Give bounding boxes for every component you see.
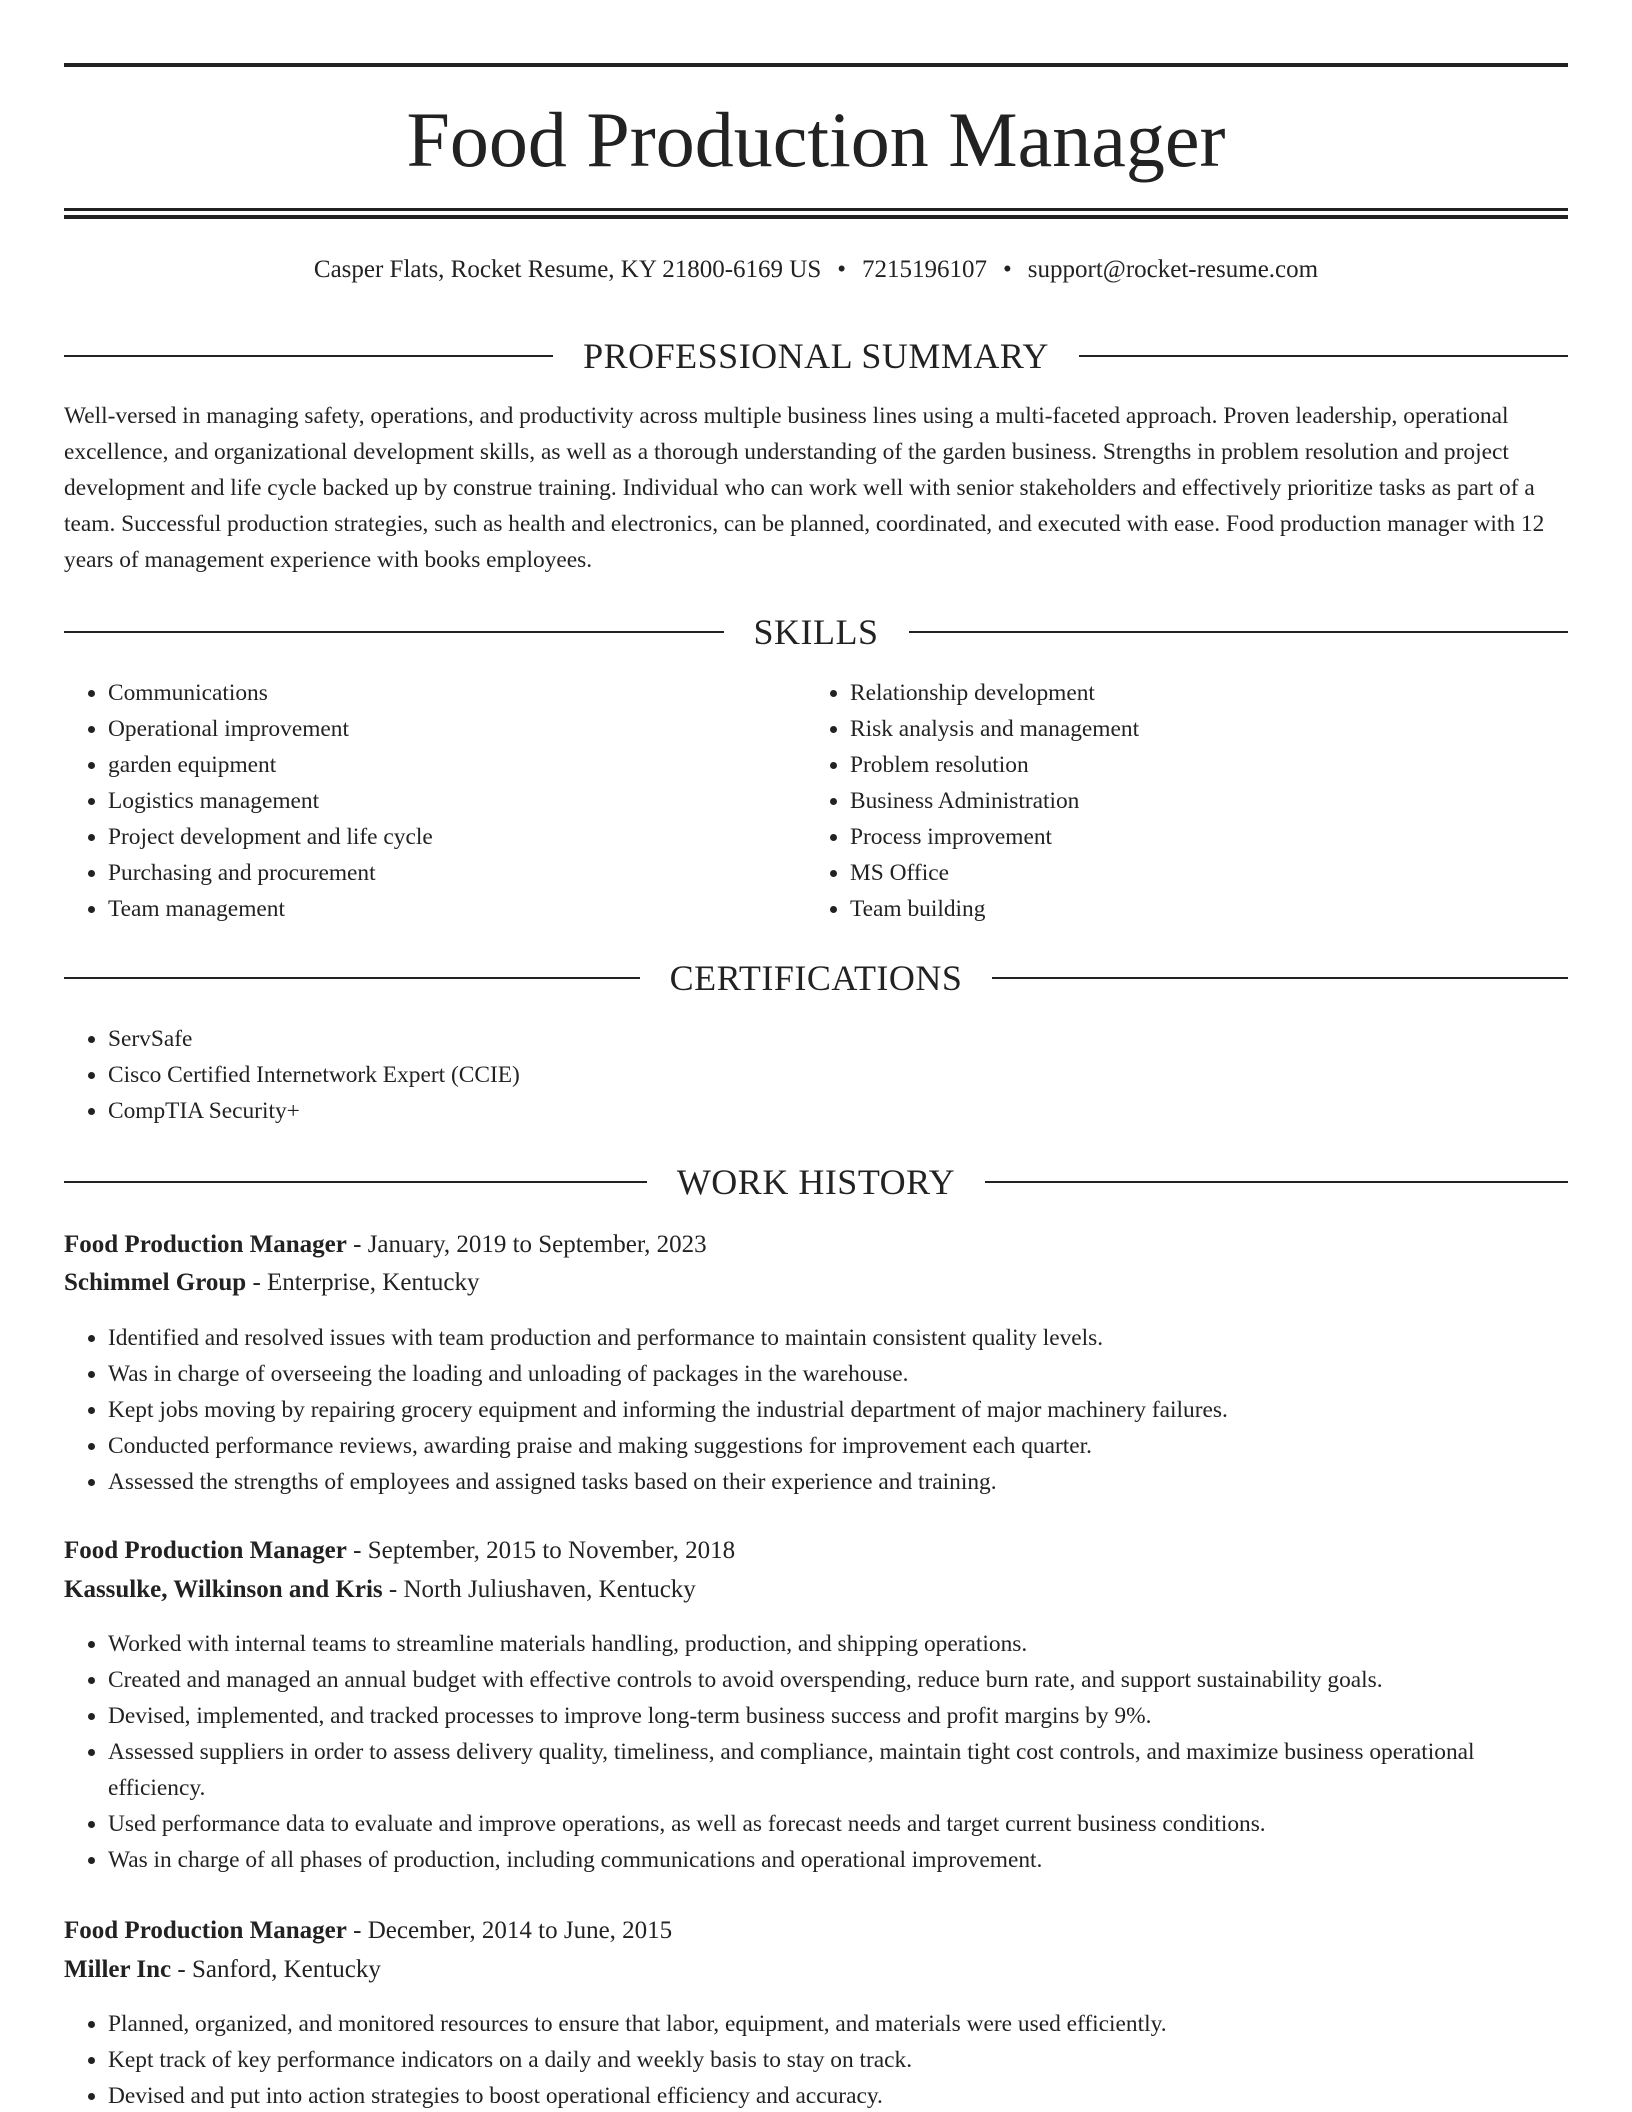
certifications-block (64, 1021, 1464, 1129)
resume-page (64, 0, 1568, 2112)
job-dates: - September, 2015 to November, 2018 (346, 1537, 736, 1564)
job-location: - North Juliushaven, Kentucky (382, 1576, 696, 1603)
duty-item: • Planned, organized, and monitored resources to ensure that labor, equipment, and materials were used efficiently. (108, 2006, 1568, 2042)
skills-column-left (64, 675, 764, 927)
job-location: - Enterprise, Kentucky (246, 1269, 480, 1296)
job-3-bullet-list (64, 2006, 1568, 2112)
certification-item: • Cisco Certified Internetwork Expert (CCIE) (108, 1057, 1464, 1093)
work-history-heading-label: WORK HISTORY (676, 1162, 956, 1202)
skill-item: • Operational improvement (108, 711, 764, 747)
heading-rule-left (64, 631, 724, 633)
skills-list-left (64, 675, 764, 927)
job-2-bullet-list (64, 1626, 1568, 1878)
job-2-duties (64, 1626, 1568, 1878)
job-2-company-line (64, 1573, 1568, 1607)
job-3-company-line (64, 1953, 1568, 1987)
certification-item: • ServSafe (108, 1021, 1464, 1057)
skill-item: • Risk analysis and management (850, 711, 1506, 747)
skill-item: • Logistics management (108, 783, 764, 819)
job-company: Schimmel Group (64, 1269, 247, 1296)
skills-heading-label: SKILLS (753, 612, 879, 652)
job-1-bullet-list (64, 1320, 1568, 1500)
duty-item: • Devised, implemented, and tracked processes to improve long-term business success and profit margins by 9%. (108, 1698, 1568, 1734)
contact-address: Casper Flats, Rocket Resume, KY 21800-6169 US (313, 256, 822, 283)
job-role: Food Production Manager (64, 1917, 347, 1944)
job-role: Food Production Manager (64, 1537, 347, 1564)
job-2-role-line (64, 1534, 1568, 1568)
certification-item: • CompTIA Security+ (108, 1093, 1464, 1129)
heading-rule-left (64, 355, 553, 357)
skills-column-right (806, 675, 1506, 927)
header-top-rule (64, 63, 1568, 67)
header-double-rule (64, 208, 1568, 219)
page-title: Food Production Manager (406, 96, 1226, 183)
contact-phone[interactable]: 7215196107 (862, 256, 988, 283)
job-company: Miller Inc (64, 1956, 172, 1983)
duty-item: • Assessed the strengths of employees and assigned tasks based on their experience and training. (108, 1464, 1568, 1500)
duty-item: • Worked with internal teams to streamline materials handling, production, and shipping operations. (108, 1626, 1568, 1662)
certifications-heading-label: CERTIFICATIONS (669, 958, 963, 998)
duty-item: • Conducted performance reviews, awarding praise and making suggestions for improvement each quarter. (108, 1428, 1568, 1464)
certifications-list (64, 1021, 1464, 1129)
skill-item: • Business Administration (850, 783, 1506, 819)
job-1-company-line (64, 1266, 1568, 1300)
job-role: Food Production Manager (64, 1231, 347, 1258)
duty-item: • Kept track of key performance indicators on a daily and weekly basis to stay on track. (108, 2042, 1568, 2078)
contact-separator: • (1003, 256, 1012, 283)
skill-item: • Relationship development (850, 675, 1506, 711)
skill-item: • Team management (108, 891, 764, 927)
job-location: - Sanford, Kentucky (171, 1956, 381, 1983)
duty-item: • Was in charge of overseeing the loading and unloading of packages in the warehouse. (108, 1356, 1568, 1392)
summary-heading (64, 333, 1568, 379)
heading-rule-right (1079, 355, 1568, 357)
heading-rule-right (992, 977, 1568, 979)
skill-item: • Purchasing and procurement (108, 855, 764, 891)
summary-heading-label: PROFESSIONAL SUMMARY (583, 336, 1049, 376)
heading-rule-left (64, 977, 640, 979)
skills-heading (64, 609, 1568, 655)
job-dates: - December, 2014 to June, 2015 (346, 1917, 673, 1944)
contact-line (64, 253, 1568, 287)
heading-rule-right (909, 631, 1568, 633)
heading-rule-left (64, 1181, 647, 1183)
skill-item: • MS Office (850, 855, 1506, 891)
duty-item: • Devised and put into action strategies to boost operational efficiency and accuracy. (108, 2078, 1568, 2112)
skill-item: • Project development and life cycle (108, 819, 764, 855)
skill-item: • Communications (108, 675, 764, 711)
job-3-role-line (64, 1914, 1568, 1948)
job-1-duties (64, 1320, 1568, 1500)
job-company: Kassulke, Wilkinson and Kris (64, 1576, 383, 1603)
skill-item: • Process improvement (850, 819, 1506, 855)
duty-item: • Was in charge of all phases of production, including communications and operational improvement. (108, 1842, 1568, 1878)
duty-item: • Created and managed an annual budget with effective controls to avoid overspending, reduce burn rate, and support sustainability goals. (108, 1662, 1568, 1698)
contact-separator: • (837, 256, 847, 283)
skill-item: • Problem resolution (850, 747, 1506, 783)
duty-item: • Kept jobs moving by repairing grocery equipment and informing the industrial department of major machinery failures. (108, 1392, 1568, 1428)
duty-item: • Identified and resolved issues with team production and performance to maintain consistent quality levels. (108, 1320, 1568, 1356)
job-1-role-line (64, 1228, 1568, 1262)
job-dates: - January, 2019 to September, 2023 (346, 1231, 707, 1258)
contact-email[interactable]: support@rocket-resume.com (1027, 256, 1319, 283)
skills-list-right (806, 675, 1506, 927)
job-3-duties (64, 2006, 1568, 2112)
certifications-heading (64, 955, 1568, 1001)
work-history-heading (64, 1159, 1568, 1205)
skill-item: • Team building (850, 891, 1506, 927)
summary-text: Well-versed in managing safety, operations, and productivity across multiple business lines using a multi-faceted approach. Proven leadership, operational excellence, and organizational development skills, as well as a thorough understanding of the garden business. Strengths in problem resolution and project development and life cycle backed up by construe training. Individual who can work well with senior stakeholders and effectively prioritize tasks as part of a team. Successful production strategies, such as health and electronics, can be planned, coordinated, and executed with ease. Food production manager with 12 years of management experience with books employees. (64, 403, 1545, 573)
skill-item: • garden equipment (108, 747, 764, 783)
duty-item: • Assessed suppliers in order to assess delivery quality, timeliness, and compliance, maintain tight cost controls, and maximize business operational efficiency. (108, 1734, 1568, 1806)
heading-rule-right (985, 1181, 1568, 1183)
duty-item: • Used performance data to evaluate and improve operations, as well as forecast needs and target current business conditions. (108, 1806, 1568, 1842)
